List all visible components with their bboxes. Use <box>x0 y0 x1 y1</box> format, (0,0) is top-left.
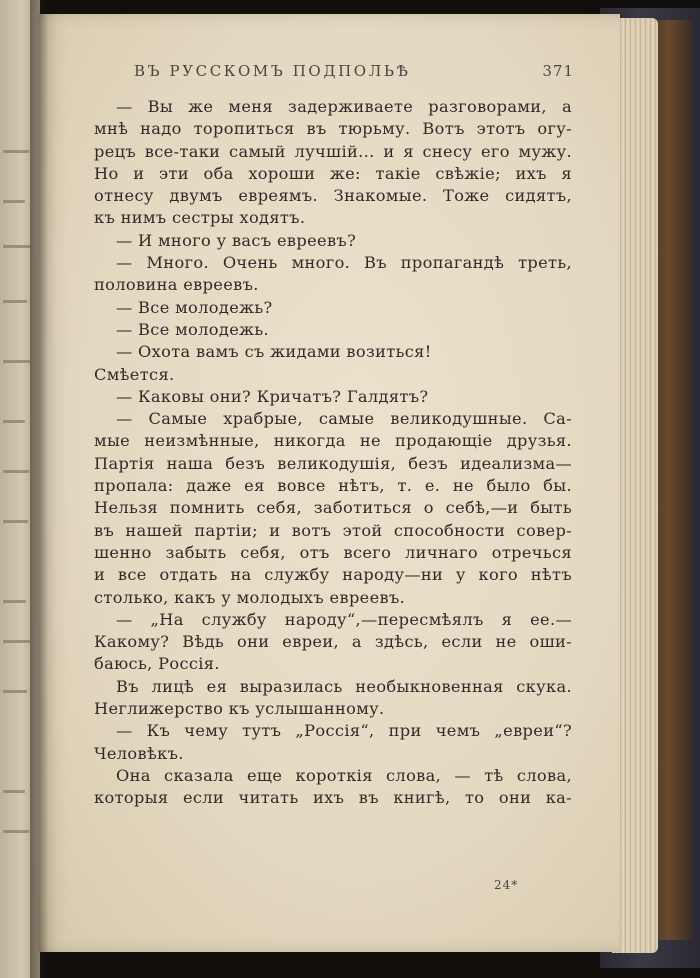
facing-text-line <box>3 790 25 793</box>
facing-text-line <box>3 830 29 833</box>
text-line: баюсь, Россія. <box>94 654 220 674</box>
running-title: ВЪ РУССКОМЪ ПОДПОЛЬѢ <box>134 62 411 80</box>
facing-text-line <box>3 245 31 248</box>
text-line: — Все молодежь. <box>116 319 270 339</box>
text-line: — Каковы они? Кричатъ? Галдятъ? <box>116 386 429 406</box>
text-line: шенно забыть себя, отъ всего личнаго отречься <box>94 542 572 562</box>
gutter-shadow <box>30 0 48 978</box>
book-page <box>38 14 620 952</box>
text-line: — Много. Очень много. Въ пропагандѣ треть, <box>116 253 572 273</box>
text-line: — Охота вамъ съ жидами возиться! <box>116 342 432 362</box>
text-line: — „На службу народу“,—пересмѣялъ я ее.— <box>116 609 572 629</box>
text-line: къ нимъ сестры ходятъ. <box>94 208 306 228</box>
facing-text-line <box>3 150 29 153</box>
book-spine-edge <box>652 20 692 940</box>
page-body-text <box>94 96 572 810</box>
facing-text-line <box>3 420 25 423</box>
facing-text-line <box>3 640 30 643</box>
text-line: столько, какъ у молодыхъ евреевъ. <box>94 587 406 607</box>
text-line: пропала: даже ея вовсе нѣтъ, т. е. не было бы. <box>94 476 572 496</box>
text-line: Въ лицѣ ея выразилась необыкновенная скука. <box>116 676 572 696</box>
facing-text-line <box>3 600 26 603</box>
text-line: — Самые храбрые, самые великодушные. Са- <box>116 409 572 429</box>
facing-text-line <box>3 360 30 363</box>
text-line: — И много у васъ евреевъ? <box>116 230 357 250</box>
text-line: Нельзя помнить себя, заботиться о себѣ,—и быть <box>94 498 572 518</box>
text-line: Неглижерство къ услышанному. <box>94 699 385 719</box>
text-line: — Вы же меня задерживаете разговорами, а <box>116 97 572 116</box>
text-line: Партія наша безъ великодушія, безъ идеализма— <box>94 453 572 473</box>
page-number: 371 <box>542 62 574 80</box>
text-line: половина евреевъ. <box>94 275 259 295</box>
text-line: отнесу двумъ евреямъ. Знакомые. Тоже сидятъ, <box>94 186 572 206</box>
text-line: рецъ все-таки самый лучшій... и я снесу его мужу. <box>94 141 572 161</box>
text-line: и все отдать на службу народу—ни у кого нѣтъ <box>94 565 572 585</box>
facing-text-line <box>3 470 29 473</box>
text-line: которыя если читать ихъ въ книгѣ, то они ка- <box>94 788 572 808</box>
facing-text-line <box>3 200 25 203</box>
printer-signature-mark: 24* <box>494 878 519 892</box>
facing-text-line <box>3 300 27 303</box>
text-line: Но и эти оба хороши же: такіе свѣжіе; ихъ я <box>94 163 572 183</box>
text-line: Человѣкъ. <box>94 743 184 763</box>
text-line: мые неизмѣнные, никогда не продающіе друзья. <box>94 431 572 451</box>
text-line: Смѣется. <box>94 364 175 384</box>
text-line: — Къ чему тутъ „Россія“, при чемъ „евреи“? <box>116 721 572 741</box>
text-line: Какому? Вѣдь они евреи, а здѣсь, если не оши- <box>94 632 572 652</box>
facing-text-line <box>3 520 28 523</box>
text-line: въ нашей партіи; и вотъ этой способности совер- <box>94 520 572 540</box>
facing-text-line <box>3 690 27 693</box>
text-line: Она сказала еще короткія слова, — тѣ слова, <box>116 765 572 785</box>
text-line: — Все молодежь? <box>116 297 273 317</box>
text-line: мнѣ надо торопиться въ тюрьму. Вотъ этотъ огу- <box>94 119 572 139</box>
